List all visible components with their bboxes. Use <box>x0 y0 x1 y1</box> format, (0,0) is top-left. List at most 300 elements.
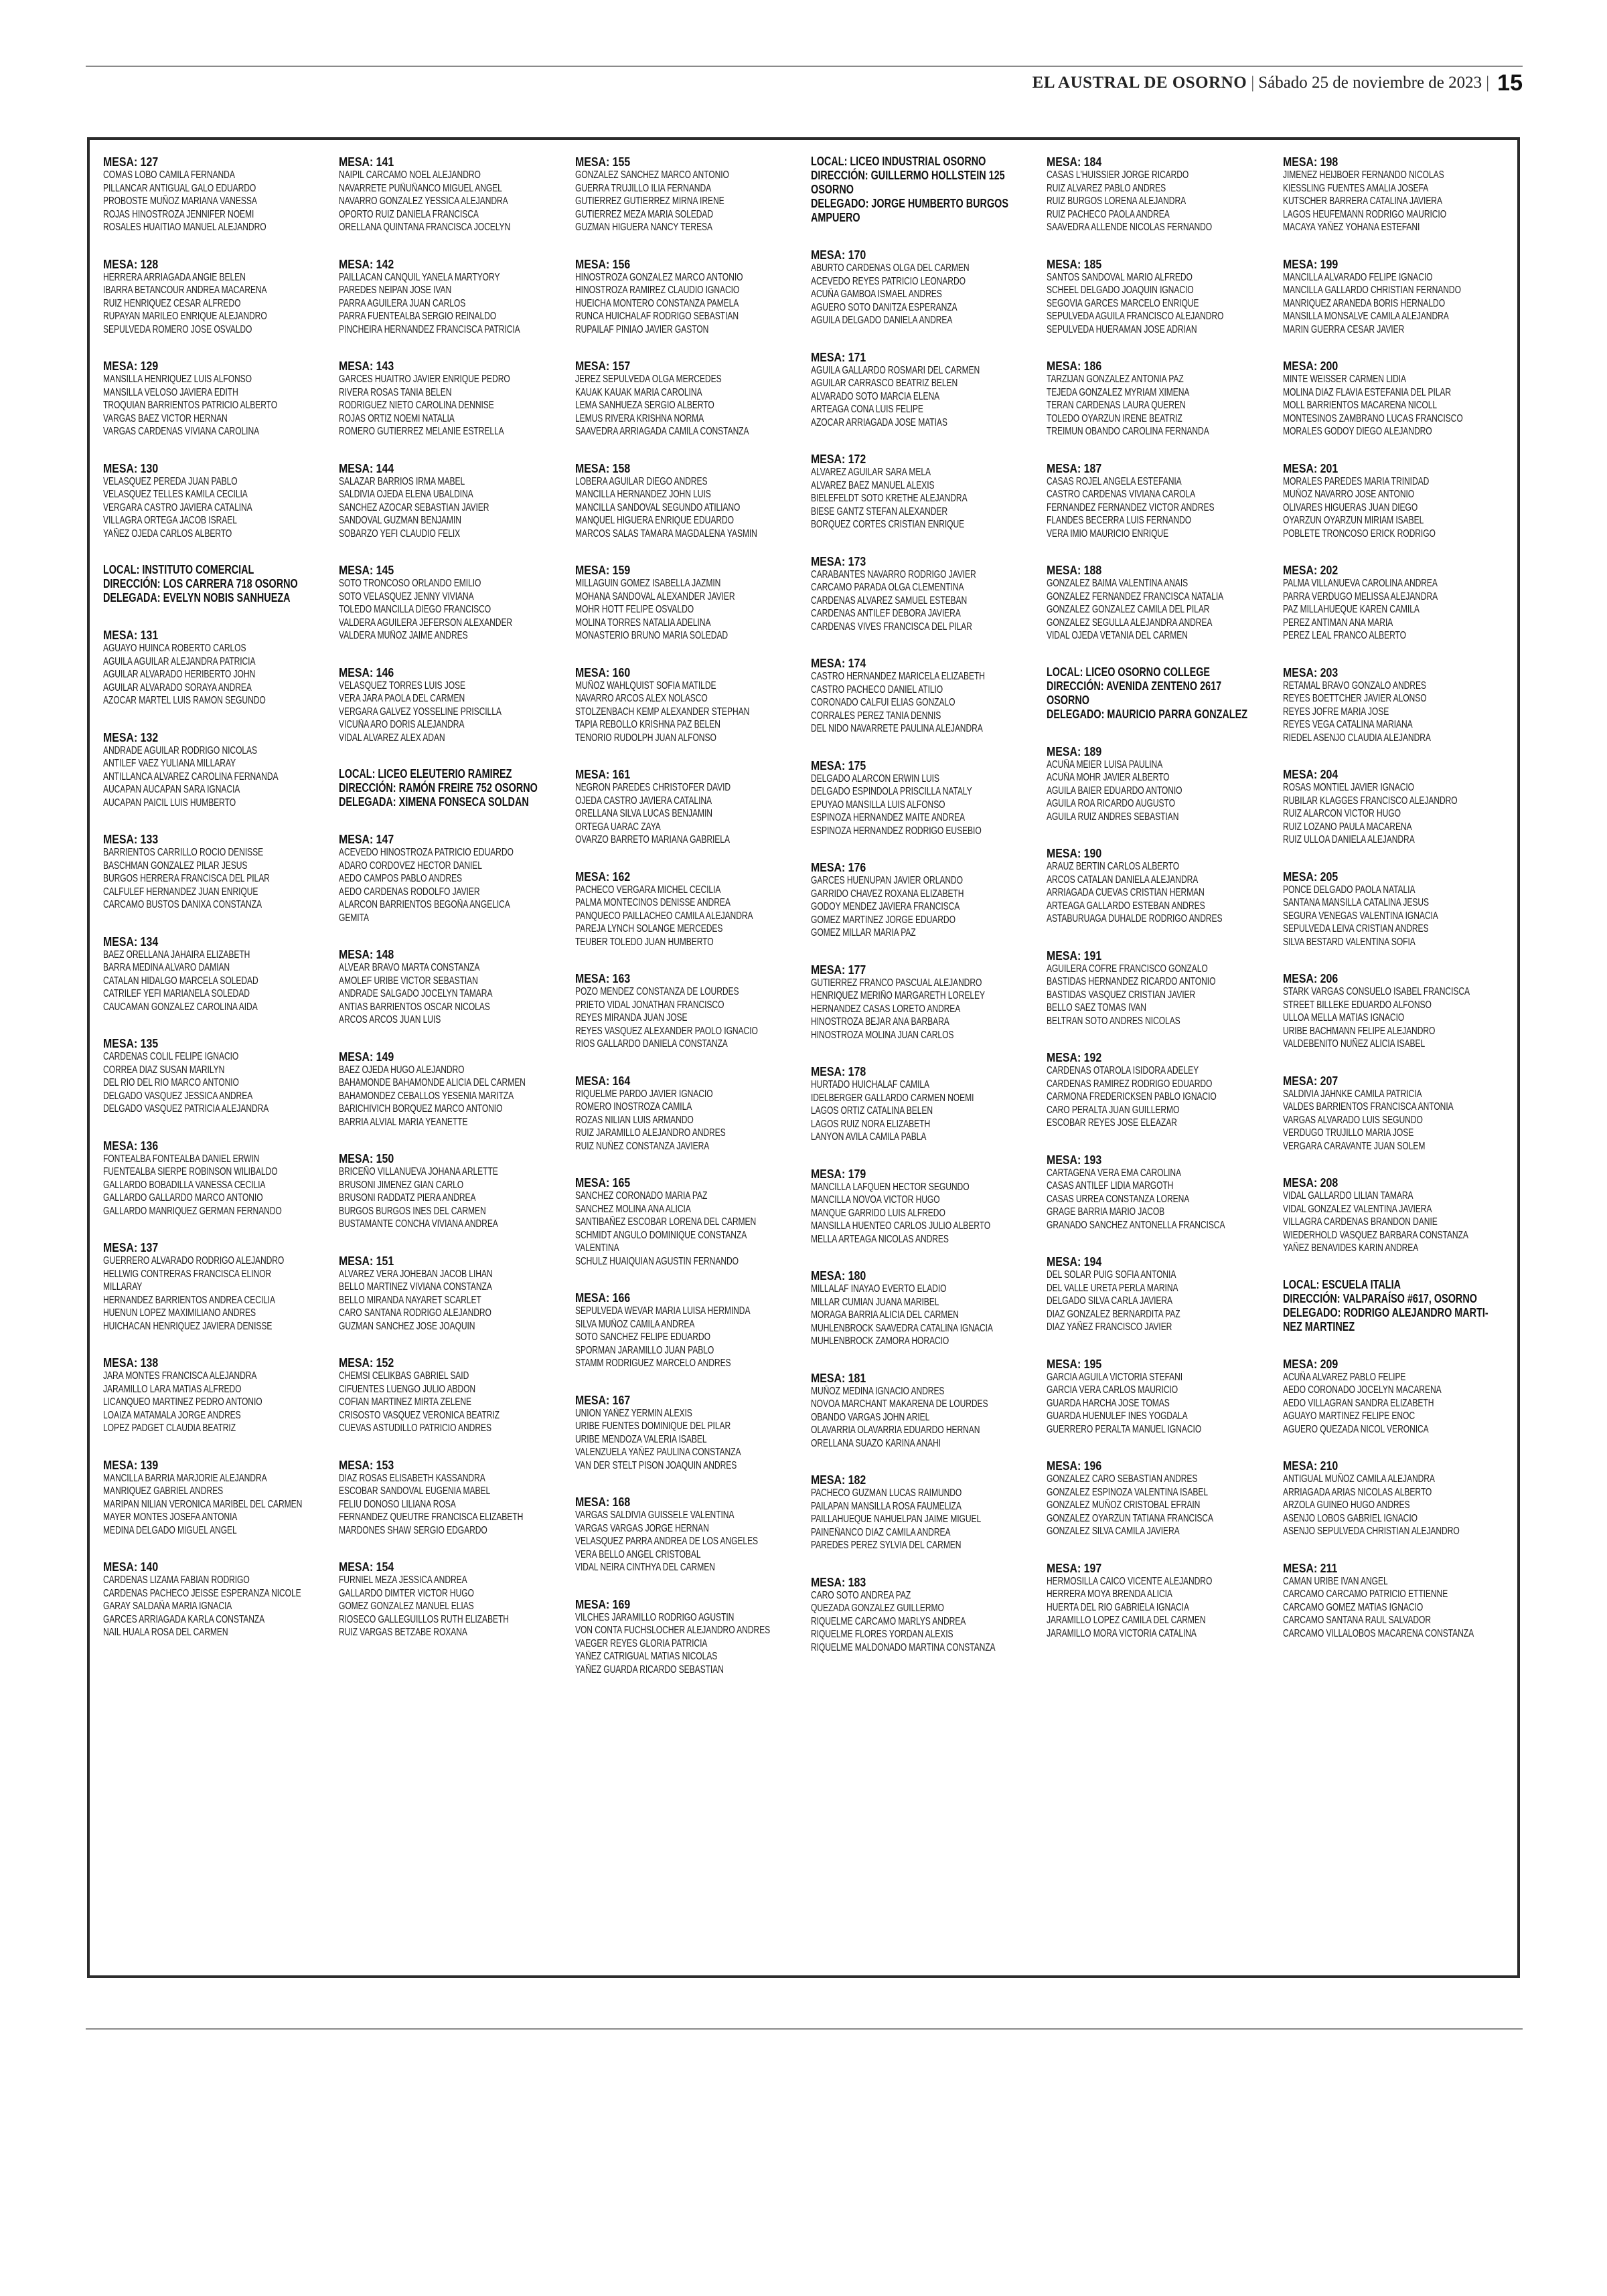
local-header <box>811 155 1032 225</box>
member-name: GARRIDO CHAVEZ ROXANA ELIZABETH <box>810 888 964 900</box>
mesa-title: MESA: 127 <box>103 155 159 169</box>
mesa-block <box>575 1175 796 1268</box>
mesa-block <box>575 155 796 234</box>
column-4 <box>811 155 1032 1962</box>
mesa-title: MESA: 171 <box>810 349 866 364</box>
member-name: CARCAMO VILLALOBOS MACARENA CONSTANZA <box>1282 1627 1474 1639</box>
member-name: RIQUELME PARDO JAVIER IGNACIO <box>575 1088 713 1100</box>
member-name: URIBE FUENTES DOMINIQUE DEL PILAR <box>575 1420 731 1432</box>
member-name: MACAYA YAÑEZ YOHANA ESTEFANI <box>1282 222 1420 233</box>
local-line: DIRECCIÓN: LOS CARRERA 718 OSORNO <box>103 577 298 590</box>
member-name: REYES JOFRE MARIA JOSE <box>1282 706 1389 718</box>
mesa-title: MESA: 193 <box>1047 1152 1102 1167</box>
member-name: LOPEZ PADGET CLAUDIA BEATRIZ <box>103 1422 236 1434</box>
member-name: TEUBER TOLEDO JUAN HUMBERTO <box>575 936 714 948</box>
member-name: AZOCAR ARRIAGADA JOSE MATIAS <box>810 416 947 428</box>
mesa-title: MESA: 210 <box>1282 1459 1338 1473</box>
member-name: ORELLANA SILVA LUCAS BENJAMIN <box>575 808 712 819</box>
mesa-block <box>103 1036 324 1116</box>
member-name: OLIVARES HIGUERAS JUAN DIEGO <box>1282 501 1418 513</box>
member-name: YAÑEZ OJEDA CARLOS ALBERTO <box>103 527 232 540</box>
member-name: CHEMSI CELIKBAS GABRIEL SAID <box>339 1370 469 1382</box>
mesa-title: MESA: 151 <box>339 1253 394 1268</box>
mesa-title: MESA: 175 <box>810 758 866 772</box>
member-name: GALLARDO GALLARDO MARCO ANTONIO <box>103 1192 263 1204</box>
member-name: ALVAREZ BAEZ MANUEL ALEXIS <box>810 479 935 491</box>
member-name: RUNCA HUICHALAF RODRIGO SEBASTIAN <box>575 311 739 322</box>
mesa-title: MESA: 148 <box>339 947 394 961</box>
member-name: RETAMAL BRAVO GONZALO ANDRES <box>1282 679 1426 691</box>
member-name: CAMAN URIBE IVAN ANGEL <box>1282 1575 1388 1587</box>
member-name: ACEVEDO REYES PATRICIO LEONARDO <box>810 275 966 287</box>
local-line: LOCAL: LICEO ELEUTERIO RAMIREZ <box>339 767 512 781</box>
mesa-block <box>1047 1459 1268 1538</box>
mesa-title: MESA: 169 <box>575 1596 630 1611</box>
member-name: IDELBERGER GALLARDO CARMEN NOEMI <box>810 1092 974 1104</box>
local-line: LOCAL: INSTITUTO COMERCIAL <box>103 563 254 576</box>
member-name: NAIL HUALA ROSA DEL CARMEN <box>103 1627 228 1638</box>
member-name: BASTIDAS HERNANDEZ RICARDO ANTONIO <box>1047 976 1216 987</box>
member-name: MARCOS SALAS TAMARA MAGDALENA YASMIN <box>575 527 757 540</box>
member-name: VILLAGRA CARDENAS BRANDON DANIE <box>1282 1216 1438 1228</box>
member-name: VELASQUEZ TELLES KAMILA CECILIA <box>103 489 248 500</box>
member-name: NAVARRO ARCOS ALEX NOLASCO <box>575 693 708 704</box>
member-name: URIBE BACHMANN FELIPE ALEJANDRO <box>1282 1025 1435 1037</box>
mesa-title: MESA: 164 <box>575 1073 630 1088</box>
member-name: BUSTAMANTE CONCHA VIVIANA ANDREA <box>339 1218 499 1230</box>
mesa-title: MESA: 181 <box>810 1370 866 1385</box>
mesa-block <box>339 563 560 643</box>
member-name: HERNANDEZ CASAS LORETO ANDREA <box>810 1003 961 1015</box>
member-name: PINCHEIRA HERNANDEZ FRANCISCA PATRICIA <box>339 323 521 335</box>
member-name: PANQUECO PAILLACHEO CAMILA ALEJANDRA <box>575 910 753 922</box>
member-name: ALVAREZ VERA JOHEBAN JACOB LIHAN <box>339 1268 493 1280</box>
member-name: VIDAL NEIRA CINTHYA DEL CARMEN <box>575 1562 715 1573</box>
member-name: ROSAS MONTIEL JAVIER IGNACIO <box>1282 782 1414 793</box>
member-name: GUERRERO ALVARADO RODRIGO ALEJANDRO <box>103 1255 285 1266</box>
member-name: SILVA BESTARD VALENTINA SOFIA <box>1282 936 1415 948</box>
member-name: RIQUELME FLORES YORDAN ALEXIS <box>810 1629 953 1640</box>
member-name: WIEDERHOLD VASQUEZ BARBARA CONSTANZA <box>1282 1229 1468 1241</box>
mesa-title: MESA: 142 <box>339 256 394 271</box>
mesa-block <box>103 461 324 541</box>
mesa-title: MESA: 182 <box>810 1473 866 1487</box>
member-name: VALENTINA <box>575 1242 619 1254</box>
member-name: POBLETE TRONCOSO ERICK RODRIGO <box>1282 527 1436 540</box>
member-name: GRANADO SANCHEZ ANTONELLA FRANCISCA <box>1047 1219 1225 1231</box>
member-name: VIDAL OJEDA VETANIA DEL CARMEN <box>1047 630 1189 641</box>
mesa-title: MESA: 146 <box>339 665 394 679</box>
member-name: VERDUGO TRUJILLO MARIA JOSE <box>1282 1127 1413 1139</box>
member-name: ASENJO SEPULVEDA CHRISTIAN ALEJANDRO <box>1282 1526 1460 1537</box>
mesa-title: MESA: 197 <box>1047 1560 1102 1575</box>
member-name: ACUÑA MOHR JAVIER ALBERTO <box>1047 772 1170 783</box>
member-name: AGUILERA COFRE FRANCISCO GONZALO <box>1047 963 1209 975</box>
local-line: DELEGADO: MAURICIO PARRA GONZALEZ <box>1047 707 1248 721</box>
member-name: CATRILEF YEFI MARIANELA SOLEDAD <box>103 988 250 999</box>
member-name: VELASQUEZ PARRA ANDREA DE LOS ANGELES <box>575 1536 758 1547</box>
member-name: CASTRO HERNANDEZ MARICELA ELIZABETH <box>810 671 985 682</box>
member-name: GONZALEZ SILVA CAMILA JAVIERA <box>1047 1526 1180 1537</box>
mesa-block <box>575 1393 796 1473</box>
local-line: NEZ MARTINEZ <box>1282 1319 1355 1333</box>
member-name: GARCES HUENUPAN JAVIER ORLANDO <box>810 875 963 886</box>
member-name: VON CONTA FUCHSLOCHER ALEJANDRO ANDRES <box>575 1625 770 1636</box>
member-name: CARDENAS COLIL FELIPE IGNACIO <box>103 1051 239 1062</box>
mesa-block <box>1047 949 1268 1028</box>
member-name: GOMEZ GONZALEZ MANUEL ELIAS <box>339 1601 475 1612</box>
member-name: BELLO MARTINEZ VIVIANA CONSTANZA <box>339 1281 493 1293</box>
mesa-block <box>1047 1357 1268 1437</box>
results-frame <box>87 137 1520 1978</box>
mesa-title: MESA: 191 <box>1047 948 1102 963</box>
member-name: HENRIQUEZ MERIÑO MARGARETH LORELEY <box>810 990 985 1001</box>
member-name: BAHAMONDEZ CEBALLOS YESENIA MARITZA <box>339 1090 514 1102</box>
mesa-block <box>1283 563 1504 643</box>
member-name: POZO MENDEZ CONSTANZA DE LOURDES <box>575 986 739 997</box>
member-name: CARTAGENA VERA EMA CAROLINA <box>1047 1167 1182 1179</box>
member-name: MUHLENBROCK ZAMORA HORACIO <box>810 1335 949 1347</box>
member-name: VARGAS ALVARADO LUIS SEGUNDO <box>1282 1114 1423 1126</box>
member-name: STREET BILLEKE EDUARDO ALFONSO <box>1282 999 1432 1011</box>
member-name: CASAS URREA CONSTANZA LORENA <box>1047 1193 1190 1205</box>
member-name: LAGOS HEUFEMANN RODRIGO MAURICIO <box>1282 208 1446 220</box>
mesa-block <box>811 1575 1032 1655</box>
member-name: AGUERO QUEZADA NICOL VERONICA <box>1282 1423 1429 1435</box>
member-name: VARGAS SALDIVIA GUISSELE VALENTINA <box>575 1509 735 1521</box>
mesa-title: MESA: 170 <box>810 248 866 262</box>
member-name: BIELEFELDT SOTO KRETHE ALEJANDRA <box>810 493 968 504</box>
member-name: SANTIBAÑEZ ESCOBAR LORENA DEL CARMEN <box>575 1216 756 1228</box>
member-name: GONZALEZ GONZALEZ CAMILA DEL PILAR <box>1047 604 1210 615</box>
member-name: AEDO CARDENAS RODOLFO JAVIER <box>339 886 480 898</box>
member-name: OVARZO BARRETO MARIANA GABRIELA <box>575 834 730 845</box>
mesa-block <box>575 665 796 745</box>
member-name: ARRIAGADA CUEVAS CRISTIAN HERMAN <box>1047 887 1205 898</box>
member-name: RUIZ PACHECO PAOLA ANDREA <box>1047 208 1170 220</box>
member-name: MARIPAN NILIAN VERONICA MARIBEL DEL CARMEN <box>103 1498 303 1510</box>
member-name: SCHEEL DELGADO JOAQUIN IGNACIO <box>1047 284 1194 296</box>
member-name: NAVARRO GONZALEZ YESSICA ALEJANDRA <box>339 195 508 207</box>
member-name: SEPULVEDA WEVAR MARIA LUISA HERMINDA <box>575 1305 751 1317</box>
member-name: BRICEÑO VILLANUEVA JOHANA ARLETTE <box>339 1166 499 1177</box>
member-name: GARCIA VERA CARLOS MAURICIO <box>1047 1384 1178 1396</box>
mesa-title: MESA: 201 <box>1282 461 1338 475</box>
mesa-title: MESA: 149 <box>339 1049 394 1064</box>
member-name: SEGURA VENEGAS VALENTINA IGNACIA <box>1282 910 1438 922</box>
mesa-block <box>811 963 1032 1042</box>
member-name: MANRIQUEZ ARANEDA BORIS HERNALDO <box>1282 297 1445 309</box>
member-name: VARGAS VARGAS JORGE HERNAN <box>575 1522 709 1534</box>
mesa-block <box>575 971 796 1051</box>
member-name: GUZMAN SANCHEZ JOSE JOAQUIN <box>339 1320 475 1332</box>
member-name: MOLINA TORRES NATALIA ADELINA <box>575 617 711 629</box>
mesa-block <box>103 1240 324 1333</box>
member-name: YAÑEZ GUARDA RICARDO SEBASTIAN <box>575 1663 724 1675</box>
member-name: GUTIERREZ GUTIERREZ MIRNA IRENE <box>575 195 724 207</box>
member-name: DEL SOLAR PUIG SOFIA ANTONIA <box>1047 1269 1176 1281</box>
mesa-block <box>811 350 1032 430</box>
member-name: VAN DER STELT PISON JOAQUIN ANDRES <box>575 1459 737 1471</box>
mesa-title: MESA: 150 <box>339 1151 394 1165</box>
member-name: ARTEAGA GALLARDO ESTEBAN ANDRES <box>1047 900 1205 912</box>
member-name: CARCAMO SANTANA RAUL SALVADOR <box>1282 1615 1431 1626</box>
local-line: DIRECCIÓN: GUILLERMO HOLLSTEIN 125 <box>810 169 1005 182</box>
mesa-title: MESA: 202 <box>1282 563 1338 577</box>
mesa-block <box>811 1167 1032 1246</box>
member-name: CATALAN HIDALGO MARCELA SOLEDAD <box>103 975 258 987</box>
mesa-block <box>103 628 324 708</box>
member-name: VARGAS BAEZ VICTOR HERNAN <box>103 412 228 424</box>
member-name: AGUILAR ALVARADO SORAYA ANDREA <box>103 681 252 693</box>
member-name: VALDERA AGUILERA JEFERSON ALEXANDER <box>339 617 513 629</box>
member-name: DEL VALLE URETA PERLA MARINA <box>1047 1282 1178 1294</box>
member-name: MANSILLA MONSALVE CAMILA ALEJANDRA <box>1282 311 1449 322</box>
member-name: SAAVEDRA ALLENDE NICOLAS FERNANDO <box>1047 222 1213 233</box>
mesa-block <box>339 1356 560 1435</box>
local-line: OSORNO <box>810 183 854 196</box>
member-name: NEGRON PAREDES CHRISTOFER DAVID <box>575 782 731 793</box>
member-name: VIDAL GALLARDO LILIAN TAMARA <box>1282 1190 1413 1202</box>
member-name: PAILLACAN CANQUIL YANELA MARTYORY <box>339 271 500 283</box>
mesa-title: MESA: 184 <box>1047 155 1102 169</box>
member-name: MARDONES SHAW SERGIO EDGARDO <box>339 1524 488 1536</box>
mesa-block <box>1283 1459 1504 1538</box>
member-name: MARIN GUERRA CESAR JAVIER <box>1282 323 1404 335</box>
member-name: ROJAS HINOSTROZA JENNIFER NOEMI <box>103 208 254 220</box>
member-name: FELIU DONOSO LILIANA ROSA <box>339 1498 457 1510</box>
member-name: STARK VARGAS CONSUELO ISABEL FRANCISCA <box>1282 986 1470 997</box>
member-name: PAILAPAN MANSILLA ROSA FAUMELIZA <box>810 1500 962 1512</box>
member-name: EPUYAO MANSILLA LUIS ALFONSO <box>810 799 945 811</box>
member-name: PAREDES PEREZ SYLVIA DEL CARMEN <box>810 1540 962 1551</box>
member-name: VERA JARA PAOLA DEL CARMEN <box>339 693 465 704</box>
member-name: CASTRO CARDENAS VIVIANA CAROLA <box>1047 489 1196 500</box>
mesa-title: MESA: 167 <box>575 1392 630 1407</box>
mesa-block <box>339 947 560 1027</box>
member-name: UNION YAÑEZ YERMIN ALEXIS <box>575 1407 692 1419</box>
member-name: PALMA VILLANUEVA CAROLINA ANDREA <box>1282 578 1438 589</box>
local-line: DELEGADO: JORGE HUMBERTO BURGOS <box>810 197 1008 210</box>
member-name: CARCAMO GOMEZ MATIAS IGNACIO <box>1282 1601 1423 1613</box>
member-name: HINOSTROZA MOLINA JUAN CARLOS <box>810 1029 954 1041</box>
mesa-title: MESA: 138 <box>103 1356 159 1370</box>
member-name: KUTSCHER BARRERA CATALINA JAVIERA <box>1282 195 1442 207</box>
top-rule <box>86 66 1523 67</box>
member-name: CRISOSTO VASQUEZ VERONICA BEATRIZ <box>339 1409 500 1421</box>
mesa-block <box>1283 1074 1504 1153</box>
member-name: CARO SOTO ANDREA PAZ <box>810 1589 911 1601</box>
member-name: DIAZ YAÑEZ FRANCISCO JAVIER <box>1047 1321 1172 1333</box>
member-name: RUPAILAF PINIAO JAVIER GASTON <box>575 323 708 335</box>
member-name: SEPULVEDA HUERAMAN JOSE ADRIAN <box>1047 323 1197 335</box>
newspaper-name: EL AUSTRAL DE OSORNO <box>1032 74 1247 92</box>
member-name: ROZAS NILIAN LUIS ARMANDO <box>575 1114 694 1126</box>
member-name: ACUÑA MEIER LUISA PAULINA <box>1047 758 1163 770</box>
mesa-title: MESA: 168 <box>575 1495 630 1509</box>
member-name: TARZIJAN GONZALEZ ANTONIA PAZ <box>1047 374 1184 385</box>
local-header <box>339 767 560 809</box>
member-name: GUTIERREZ FRANCO PASCUAL ALEJANDRO <box>810 977 982 989</box>
mesa-title: MESA: 209 <box>1282 1356 1338 1371</box>
member-name: SOTO VELASQUEZ JENNY VIVIANA <box>339 590 474 602</box>
member-name: DELGADO VASQUEZ PATRICIA ALEJANDRA <box>103 1103 269 1115</box>
member-name: PRIETO VIDAL JONATHAN FRANCISCO <box>575 999 724 1011</box>
mesa-block <box>1047 846 1268 926</box>
member-name: ROSALES HUAITIAO MANUEL ALEJANDRO <box>103 222 266 233</box>
member-name: FLANDES BECERRA LUIS FERNANDO <box>1047 515 1192 526</box>
masthead <box>1032 70 1523 96</box>
member-name: TAPIA REBOLLO KRISHNA PAZ BELEN <box>575 719 720 730</box>
member-name: LICANQUEO MARTINEZ PEDRO ANTONIO <box>103 1396 262 1408</box>
member-name: MILLALAF INAYAO EVERTO ELADIO <box>810 1283 947 1295</box>
mesa-block <box>575 257 796 337</box>
mesa-title: MESA: 161 <box>575 767 630 781</box>
mesa-title: MESA: 183 <box>810 1574 866 1589</box>
member-name: VERA BELLO ANGEL CRISTOBAL <box>575 1548 701 1560</box>
member-name: CARMONA FREDERICKSEN PABLO IGNACIO <box>1047 1091 1217 1102</box>
member-name: GONZALEZ FERNANDEZ FRANCISCA NATALIA <box>1047 590 1224 602</box>
member-name: VILLAGRA ORTEGA JACOB ISRAEL <box>103 515 237 526</box>
member-name: PAILLAHUEQUE NAHUELPAN JAIME MIGUEL <box>810 1513 982 1525</box>
member-name: VERGARA CASTRO JAVIERA CATALINA <box>103 501 252 513</box>
member-name: GUERRERO PERALTA MANUEL IGNACIO <box>1047 1423 1202 1435</box>
member-name: MORALES GODOY DIEGO ALEJANDRO <box>1282 426 1432 437</box>
member-name: VERA IMIO MAURICIO ENRIQUE <box>1047 527 1169 540</box>
member-name: CARCAMO CARCAMO PATRICIO ETTIENNE <box>1282 1588 1448 1600</box>
member-name: BIESE GANTZ STEFAN ALEXANDER <box>810 505 948 517</box>
member-name: PONCE DELGADO PAOLA NATALIA <box>1282 884 1415 896</box>
member-name: RUPAYAN MARILEO ENRIQUE ALEJANDRO <box>103 311 267 322</box>
mesa-block <box>103 1139 324 1218</box>
member-name: TERAN CARDENAS LAURA QUEREN <box>1047 400 1186 411</box>
mesa-title: MESA: 130 <box>103 461 159 475</box>
mesa-title: MESA: 192 <box>1047 1050 1102 1064</box>
member-name: AGUAYO HUINCA ROBERTO CARLOS <box>103 643 246 654</box>
member-name: ANDRADE AGUILAR RODRIGO NICOLAS <box>103 744 258 756</box>
member-name: NOVOA MARCHANT MAKARENA DE LOURDES <box>810 1398 988 1410</box>
mesa-block <box>103 730 324 810</box>
member-name: RUIZ ULLOA DANIELA ALEJANDRA <box>1282 834 1415 845</box>
member-name: MILLARAY <box>103 1281 143 1293</box>
masthead-separator: | <box>1251 74 1255 92</box>
mesa-block <box>811 758 1032 838</box>
local-line: OSORNO <box>1047 693 1090 707</box>
member-name: MONASTERIO BRUNO MARIA SOLEDAD <box>575 630 728 641</box>
issue-date: Sábado 25 de noviembre de 2023 <box>1258 74 1482 92</box>
member-name: ARAUZ BERTIN CARLOS ALBERTO <box>1047 861 1180 872</box>
member-name: ALVARADO SOTO MARCIA ELENA <box>810 390 940 402</box>
local-line: LOCAL: ESCUELA ITALIA <box>1282 1277 1401 1291</box>
member-name: GARCES ARRIAGADA KARLA CONSTANZA <box>103 1613 265 1625</box>
member-name: HERRERA MOYA BRENDA ALICIA <box>1047 1588 1173 1600</box>
mesa-title: MESA: 134 <box>103 934 159 949</box>
member-name: REYES VASQUEZ ALEXANDER PAOLO IGNACIO <box>575 1025 758 1037</box>
member-name: VALDEBENITO NUÑEZ ALICIA ISABEL <box>1282 1038 1425 1050</box>
member-name: ORELLANA SUAZO KARINA ANAHI <box>810 1437 941 1449</box>
member-name: CASAS L'HUISSIER JORGE RICARDO <box>1047 169 1189 181</box>
mesa-title: MESA: 156 <box>575 256 630 271</box>
member-name: ARTEAGA CONA LUIS FELIPE <box>810 404 923 415</box>
member-name: SANTOS SANDOVAL MARIO ALFREDO <box>1047 271 1193 283</box>
member-name: ULLOA MELLA MATIAS IGNACIO <box>1282 1012 1404 1023</box>
member-name: ARCOS CATALAN DANIELA ALEJANDRA <box>1047 874 1199 886</box>
member-name: JARAMILLO MORA VICTORIA CATALINA <box>1047 1627 1197 1639</box>
local-line: DELEGADA: XIMENA FONSECA SOLDAN <box>339 795 530 809</box>
member-name: GONZALEZ CARO SEBASTIAN ANDRES <box>1047 1473 1198 1485</box>
member-name: ESCOBAR REYES JOSE ELEAZAR <box>1047 1117 1178 1129</box>
member-name: LANYON AVILA CAMILA PABLA <box>810 1131 927 1143</box>
member-name: KAUAK KAUAK MARIA CAROLINA <box>575 386 702 398</box>
member-name: VAEGER REYES GLORIA PATRICIA <box>575 1637 708 1649</box>
member-name: GONZALEZ MUÑOZ CRISTOBAL EFRAIN <box>1047 1499 1201 1511</box>
mesa-block <box>103 1560 324 1639</box>
member-name: AMOLEF URIBE VICTOR SEBASTIAN <box>339 975 479 987</box>
member-name: CARCAMO BUSTOS DANIXA CONSTANZA <box>103 899 262 910</box>
mesa-title: MESA: 159 <box>575 563 630 577</box>
mesa-block <box>339 832 560 924</box>
column-1 <box>103 155 324 1962</box>
member-name: PARRA AGUILERA JUAN CARLOS <box>339 297 466 309</box>
member-name: HINOSTROZA BEJAR ANA BARBARA <box>810 1016 949 1028</box>
member-name: BAEZ OJEDA HUGO ALEJANDRO <box>339 1064 465 1076</box>
mesa-title: MESA: 163 <box>575 971 630 985</box>
member-name: CARDENAS VIVES FRANCISCA DEL PILAR <box>810 621 972 633</box>
local-line: DIRECCIÓN: AVENIDA ZENTENO 2617 <box>1047 679 1222 693</box>
member-name: SANCHEZ AZOCAR SEBASTIAN JAVIER <box>339 501 489 513</box>
mesa-block <box>1283 665 1504 745</box>
member-name: AGUILA ROA RICARDO AUGUSTO <box>1047 798 1176 809</box>
member-name: AUCAPAN AUCAPAN SARA IGNACIA <box>103 784 240 795</box>
member-name: RIVERA ROSAS TANIA BELEN <box>339 386 452 398</box>
member-name: MONTESINOS ZAMBRANO LUCAS FRANCISCO <box>1282 412 1463 424</box>
mesa-block <box>1283 870 1504 949</box>
mesa-title: MESA: 157 <box>575 359 630 373</box>
mesa-block <box>339 1151 560 1231</box>
member-name: MILLAGUIN GOMEZ ISABELLA JAZMIN <box>575 578 720 589</box>
local-line: DELEGADA: EVELYN NOBIS SANHUEZA <box>103 591 291 604</box>
mesa-block <box>1283 971 1504 1051</box>
member-name: HINOSTROZA RAMIREZ CLAUDIO IGNACIO <box>575 284 739 296</box>
member-name: PACHECO GUZMAN LUCAS RAIMUNDO <box>810 1487 962 1499</box>
member-name: RUIZ ALARCON VICTOR HUGO <box>1282 808 1401 819</box>
member-name: MANQUE GARRIDO LUIS ALFREDO <box>810 1207 945 1219</box>
mesa-block <box>103 832 324 912</box>
member-name: ALVEAR BRAVO MARTA CONSTANZA <box>339 962 480 973</box>
mesa-block <box>339 461 560 541</box>
mesa-block <box>1283 257 1504 337</box>
member-name: FERNANDEZ QUEUTRE FRANCISCA ELIZABETH <box>339 1511 524 1523</box>
member-name: AGUILA RUIZ ANDRES SEBASTIAN <box>1047 811 1179 823</box>
member-name: DEL RIO DEL RIO MARCO ANTONIO <box>103 1077 239 1088</box>
member-name: ALVAREZ AGUILAR SARA MELA <box>810 467 931 478</box>
member-name: ORELLANA QUINTANA FRANCISCA JOCELYN <box>339 222 511 233</box>
member-name: SANCHEZ CORONADO MARIA PAZ <box>575 1190 707 1202</box>
mesa-block <box>1283 359 1504 438</box>
member-name: ANTILEF VAEZ YULIANA MILLARAY <box>103 758 236 769</box>
member-name: AGUILA GALLARDO ROSMARI DEL CARMEN <box>810 364 980 376</box>
mesa-title: MESA: 160 <box>575 665 630 679</box>
mesa-title: MESA: 158 <box>575 461 630 475</box>
mesa-block <box>1047 1254 1268 1334</box>
column-6 <box>1283 155 1504 1962</box>
mesa-title: MESA: 162 <box>575 869 630 884</box>
member-name: MANQUEL HIGUERA ENRIQUE EDUARDO <box>575 515 734 526</box>
member-name: ARZOLA GUINEO HUGO ANDRES <box>1282 1499 1410 1511</box>
mesa-title: MESA: 207 <box>1282 1073 1338 1088</box>
member-name: DIAZ GONZALEZ BERNARDITA PAZ <box>1047 1308 1180 1320</box>
member-name: SPORMAN JARAMILLO JUAN PABLO <box>575 1344 714 1356</box>
